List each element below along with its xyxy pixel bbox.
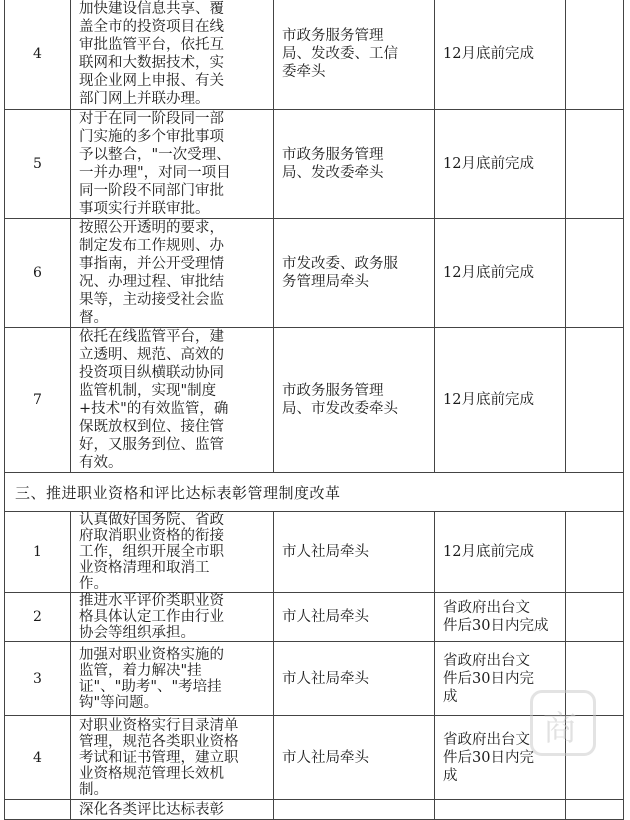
task-description-line: 监管，着力解决"挂 — [79, 662, 202, 679]
task-description-line: 制定发布工作规则、办 — [79, 238, 224, 254]
task-description-line: 予以整合，"一次受理、 — [79, 147, 231, 163]
task-description-line: 按照公开透明的要求， — [79, 220, 224, 236]
responsible-unit — [274, 328, 435, 473]
notes-cell — [566, 800, 624, 820]
responsible-unit — [274, 642, 435, 716]
task-description — [71, 593, 274, 642]
notes-cell — [566, 593, 624, 642]
deadline-line: 省政府出台文 — [443, 731, 530, 748]
task-description-line: 有效。 — [79, 455, 123, 471]
table-row — [5, 512, 624, 593]
task-description-line: 证"、"助考"、"考培挂 — [79, 678, 222, 695]
task-description-line: +技术"的有效监管，确 — [79, 401, 229, 417]
task-description — [71, 716, 274, 800]
task-description-line: 保既放权到位、接住管 — [79, 419, 224, 435]
responsible-unit-line: 市人社局牵头 — [282, 544, 369, 560]
task-description-line: 加快建设信息共享、覆 — [79, 0, 224, 17]
task-description-line: 钩"等问题。 — [79, 694, 159, 711]
table-row — [5, 328, 624, 473]
responsible-unit — [274, 800, 435, 820]
task-description-line: 考试和证书管理，建立职 — [79, 749, 239, 766]
deadline-line: 成 — [443, 767, 458, 784]
task-description-line: 审批监管平台，依托互 — [79, 36, 224, 53]
deadline — [435, 0, 566, 110]
task-description-line: 格具体认定工作由行业 — [79, 609, 224, 625]
row-number: 3 — [5, 642, 71, 716]
task-description-line: 投资项目纵横联动协同 — [79, 365, 224, 381]
responsible-unit-line: 市政务服务管理 — [282, 27, 384, 44]
task-description-line: 门实施的多个审批事项 — [79, 129, 224, 145]
responsible-unit-line: 市政务服务管理 — [282, 383, 384, 399]
row-number: 2 — [5, 593, 71, 642]
watermark-logo: 商 — [530, 690, 596, 756]
task-description-line: 现企业网上申报、有关 — [79, 72, 224, 89]
deadline — [435, 219, 566, 328]
responsible-unit — [274, 512, 435, 593]
table-row — [5, 593, 624, 642]
responsible-unit-line: 局、发改委牵头 — [282, 165, 384, 181]
deadline-line: 成 — [443, 688, 458, 705]
task-description-line: 部门网上并联办理。 — [79, 90, 210, 107]
notes-cell — [566, 0, 624, 110]
task-description-line: 府取消职业资格的衔接 — [79, 528, 224, 544]
task-description-line: 对于在同一阶段同一部 — [79, 111, 224, 127]
section-header-row — [5, 473, 624, 512]
task-description-line: 认真做好国务院、省政 — [79, 512, 224, 528]
task-description-line: 工作，组织开展全市职 — [79, 544, 224, 560]
responsible-unit — [274, 110, 435, 219]
deadline-line: 12月底前完成 — [443, 392, 534, 408]
responsible-unit — [274, 0, 435, 110]
table-row — [5, 0, 624, 110]
task-description-line: 加强对职业资格实施的 — [79, 646, 224, 663]
responsible-unit-line: 市人社局牵头 — [282, 609, 369, 625]
task-description — [71, 219, 274, 328]
task-description-line: 制。 — [79, 781, 108, 798]
notes-cell — [566, 512, 624, 593]
task-description-line: 同一阶段不同部门审批 — [79, 183, 224, 199]
task-description-line: 果等，主动接受社会监 — [79, 292, 224, 308]
task-description-line: 协会等组织承担。 — [79, 625, 195, 641]
task-description-line: 况、办理过程、审批结 — [79, 274, 224, 290]
deadline-line: 12月底前完成 — [443, 45, 534, 62]
deadline — [435, 512, 566, 593]
responsible-unit — [274, 593, 435, 642]
task-description-line: 立透明、规范、高效的 — [79, 347, 224, 363]
responsible-unit-line: 市政务服务管理 — [282, 147, 384, 163]
task-description — [71, 642, 274, 716]
task-description — [71, 0, 274, 110]
deadline-line: 省政府出台文 — [443, 652, 530, 669]
task-description-line: 一并办理"，对同一项目 — [79, 165, 231, 181]
deadline-line: 省政府出台文 — [443, 600, 530, 616]
row-number: 4 — [5, 0, 71, 110]
task-description-line: 深化各类评比达标表彰 — [79, 801, 224, 818]
task-description-line: 对职业资格实行目录清单 — [79, 717, 239, 734]
responsible-unit-line: 局、发改委、工信 — [282, 45, 398, 62]
notes-cell — [566, 328, 624, 473]
task-description — [71, 328, 274, 473]
deadline-line: 12月底前完成 — [443, 265, 534, 281]
task-description-line: 作。 — [79, 576, 108, 592]
deadline-line: 件后30日内完成 — [443, 618, 549, 634]
deadline-line: 件后30日内完 — [443, 749, 534, 766]
deadline — [435, 328, 566, 473]
responsible-unit-line: 务管理局牵头 — [282, 274, 369, 290]
task-description-line: 好，又服务到位、监管 — [79, 437, 224, 453]
row-number: 1 — [5, 512, 71, 593]
responsible-unit-line: 市发改委、政务服 — [282, 256, 398, 272]
responsible-unit-line: 委牵头 — [282, 63, 326, 80]
task-description-line: 业资格清理和取消工 — [79, 560, 210, 576]
task-description-line: 推进水平评价类职业资 — [79, 593, 224, 609]
table-row — [5, 800, 624, 820]
task-description — [71, 110, 274, 219]
task-description-line: 依托在线监管平台，建 — [79, 329, 224, 345]
table-row — [5, 110, 624, 219]
task-description-line: 业资格规范管理长效机 — [79, 765, 224, 782]
responsible-unit-line: 局、市发改委牵头 — [282, 401, 398, 417]
task-description-line: 事指南，并公开受理情 — [79, 256, 224, 272]
responsible-unit — [274, 219, 435, 328]
notes-cell — [566, 110, 624, 219]
task-description-line: 盖全市的投资项目在线 — [79, 18, 224, 35]
task-description-line: 管理，规范各类职业资格 — [79, 733, 239, 750]
deadline — [435, 593, 566, 642]
deadline-line: 12月底前完成 — [443, 544, 534, 560]
deadline-line: 件后30日内完 — [443, 670, 534, 687]
task-description-line: 事项实行并联审批。 — [79, 201, 210, 217]
deadline-line: 12月底前完成 — [443, 156, 534, 172]
row-number: 6 — [5, 219, 71, 328]
row-number — [5, 800, 71, 820]
table-row — [5, 219, 624, 328]
task-description — [71, 512, 274, 593]
responsible-unit-line: 市人社局牵头 — [282, 670, 369, 687]
task-description-line: 督。 — [79, 310, 108, 326]
task-description — [71, 800, 274, 820]
responsible-unit-line: 市人社局牵头 — [282, 749, 369, 766]
responsible-unit — [274, 716, 435, 800]
task-description-line: 联网和大数据技术，实 — [79, 54, 224, 71]
deadline — [435, 800, 566, 820]
deadline — [435, 110, 566, 219]
notes-cell — [566, 219, 624, 328]
row-number: 7 — [5, 328, 71, 473]
row-number: 5 — [5, 110, 71, 219]
row-number: 4 — [5, 716, 71, 800]
section-title: 三、推进职业资格和评比达标表彰管理制度改革 — [5, 473, 624, 512]
task-description-line: 监管机制，实现"制度 — [79, 383, 217, 399]
